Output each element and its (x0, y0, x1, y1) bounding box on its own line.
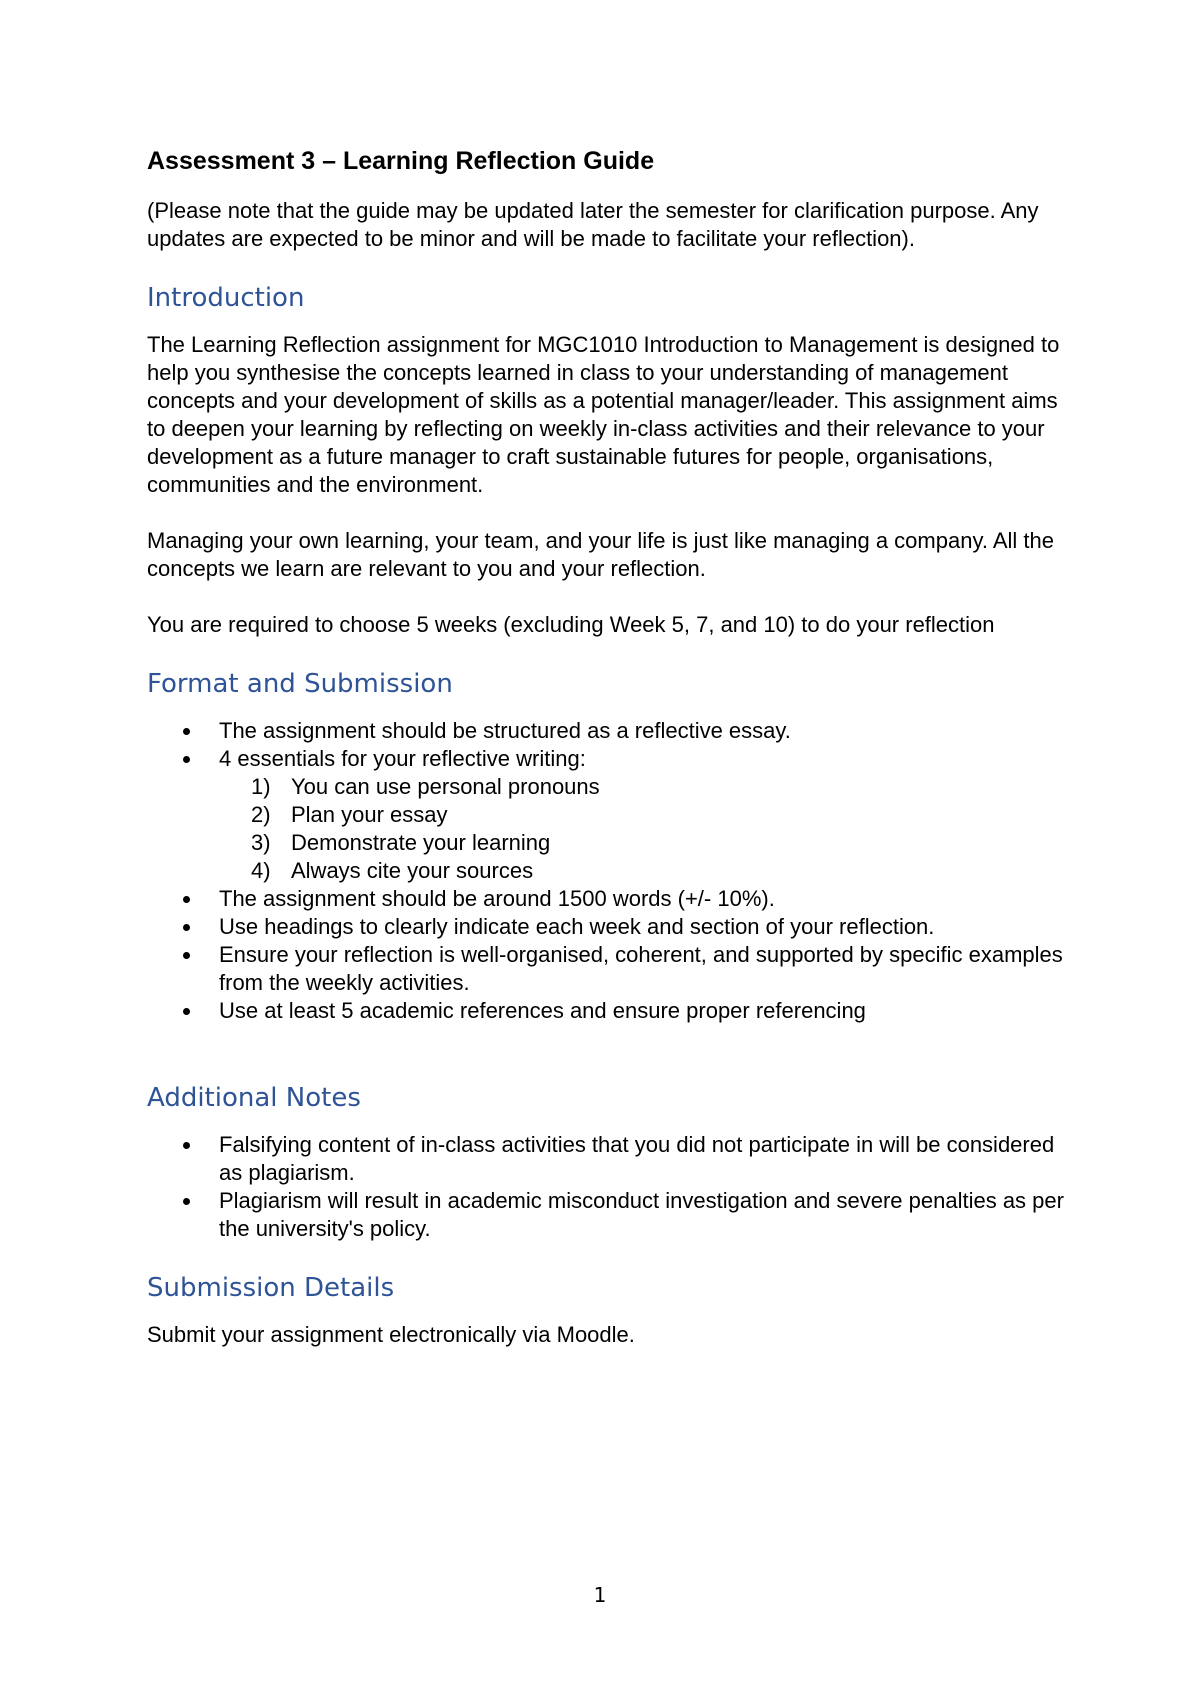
list-item: Ensure your reflection is well-organised, coherent, and supported by specific examples from the weekly activities. (147, 941, 1067, 997)
introduction-paragraph-3: You are required to choose 5 weeks (excluding Week 5, 7, and 10) to do your reflection (147, 612, 995, 637)
sublist-item: 2) Plan your essay (251, 802, 448, 827)
submission-heading: Submission Details (147, 1273, 395, 1303)
additional-notes-heading: Additional Notes (147, 1083, 361, 1113)
bullet-icon (183, 756, 190, 763)
list-item: Use at least 5 academic references and ensure proper referencing (147, 997, 1067, 1025)
document-title: Assessment 3 – Learning Reflection Guide (147, 147, 655, 175)
bullet-icon (183, 1142, 190, 1149)
sublist-item: 1) You can use personal pronouns (251, 774, 600, 799)
bullet-icon (183, 728, 190, 735)
list-item: The assignment should be structured as a reflective essay. (147, 717, 1067, 745)
format-heading: Format and Submission (147, 669, 453, 699)
introduction-paragraph-2: Managing your own learning, your team, and your life is just like managing a company. All the concepts we learn are relevant to you and your reflection. (147, 528, 1054, 581)
page-content (147, 145, 1067, 1349)
update-note: (Please note that the guide may be updated later the semester for clarification purpose. Any updates are expected to be minor and will be made to facilitate your reflection). (147, 198, 1039, 251)
bullet-icon (183, 896, 190, 903)
list-item: 4 essentials for your reflective writing: (147, 745, 1067, 773)
bullet-icon (183, 1008, 190, 1015)
list-item: The assignment should be around 1500 words (+/- 10%). (147, 885, 1067, 913)
list-item: Falsifying content of in-class activities that you did not participate in will be considered as plagiarism. (147, 1131, 1067, 1187)
list-item: Use headings to clearly indicate each week and section of your reflection. (147, 913, 1067, 941)
bullet-icon (183, 952, 190, 959)
submission-text: Submit your assignment electronically via Moodle. (147, 1322, 635, 1347)
essentials-sublist (147, 773, 1067, 885)
format-list (147, 717, 1067, 1025)
sublist-item: 3) Demonstrate your learning (251, 830, 551, 855)
sublist-item: 4) Always cite your sources (251, 858, 534, 883)
bullet-icon (183, 924, 190, 931)
list-item: Plagiarism will result in academic misconduct investigation and severe penalties as per the university's policy. (147, 1187, 1067, 1243)
sublist-container (147, 773, 1067, 885)
introduction-heading: Introduction (147, 283, 305, 313)
page-number: 1 (593, 1583, 607, 1607)
introduction-paragraph-1: The Learning Reflection assignment for MGC1010 Introduction to Management is designed to help you synthesise the concepts learned in class to your understanding of management concepts and your development of skills as a potential manager/leader. This assignment aims to deepen your learning by reflecting on weekly in-class activities and their relevance to your development as a future manager to craft sustainable futures for people, organisations, communities and the environment. (147, 332, 1060, 497)
bullet-icon (183, 1198, 190, 1205)
additional-notes-list (147, 1131, 1067, 1243)
